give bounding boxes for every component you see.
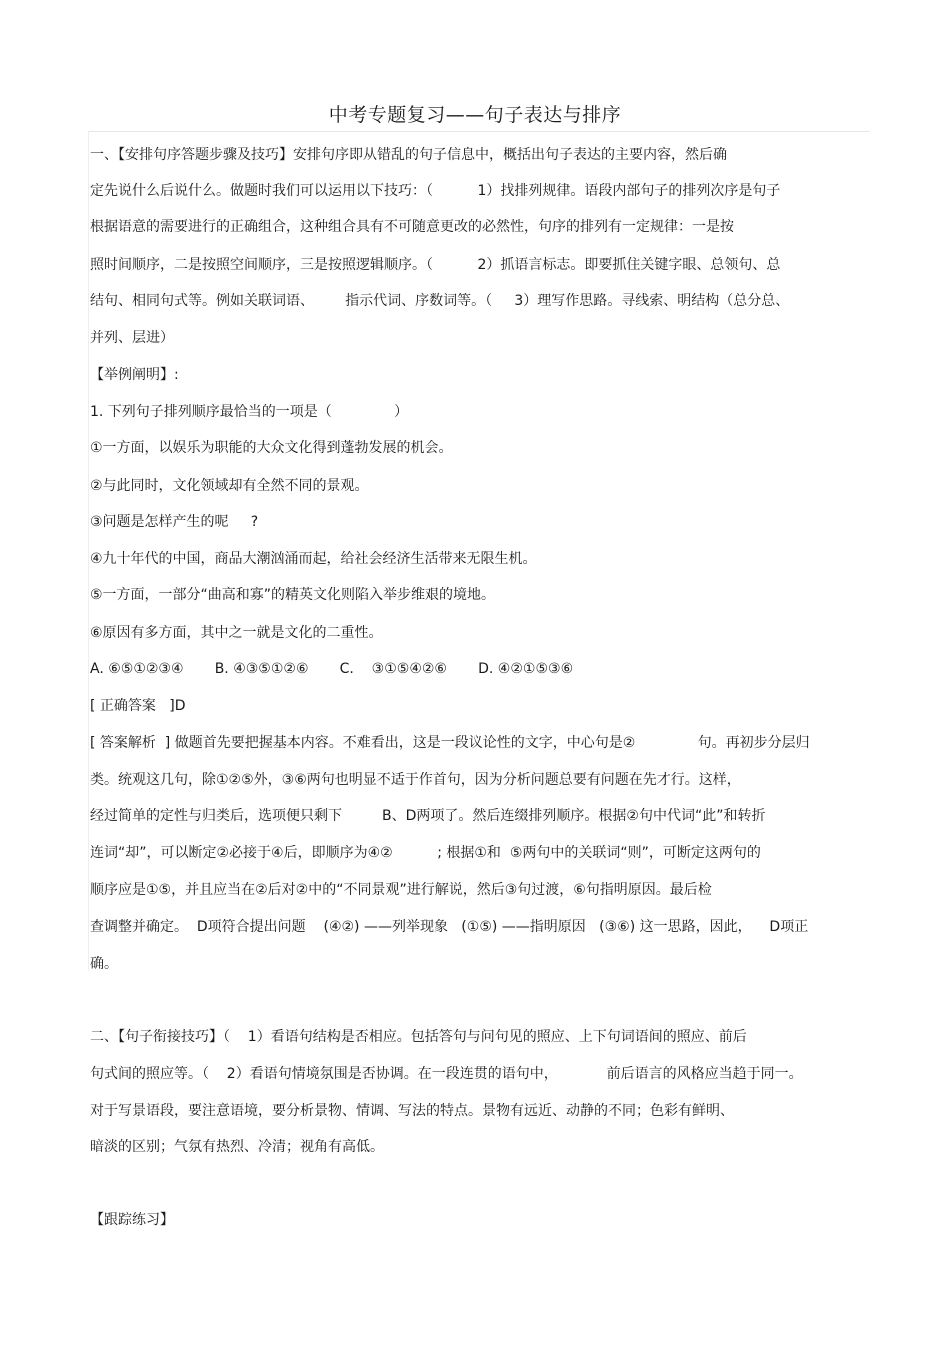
sentence-item: ⑥原因有多方面，其中之一就是文化的二重性。 <box>90 625 383 641</box>
section1-line: 根据语意的需要进行的正确组合，这种组合具有不可随意更改的必然性，句序的排列有一定规律：一是按 <box>90 219 734 235</box>
section2-line: 暗淡的区别；气氛有热烈、冷清；视角有高低。 <box>90 1139 384 1155</box>
section2-line: 二、【句子衔接技巧】（ 1）看语句结构是否相应。包括答句与问句见的照应、上下句词语间的照应、前后 <box>90 1029 747 1045</box>
section2-line: 句式间的照应等。（ 2）看语句情境氛围是否协调。在一段连贯的语句中， 前后语言的风格应当趋于同一。 <box>90 1066 803 1082</box>
analysis-line: 连词“却”，可以断定②必接于④后，即顺序为④② ; 根据①和 ⑤两句中的关联词“则”，可断定这两句的 <box>90 845 761 861</box>
section1-line: 照时间顺序，二是按照空间顺序，三是按照逻辑顺序。（ 2）抓语言标志。即要抓住关键字眼、总领句、总 <box>90 257 781 273</box>
section1-line: 定先说什么后说什么。做题时我们可以运用以下技巧：（ 1）找排列规律。语段内部句子的排列次序是句子 <box>90 183 781 199</box>
example-heading: 【举例阐明】: <box>90 367 179 383</box>
section1-line: 一、【安排句序答题步骤及技巧】安排句序即从错乱的句子信息中，概括出句子表达的主要内容，然后确 <box>90 147 727 163</box>
analysis-line: 类。统观这几句，除①②⑤外，③⑥两句也明显不适于作首句，因为分析问题总要有问题在先才行。这样， <box>90 772 741 788</box>
sentence-item: ⑤一方面，一部分“曲高和寡”的精英文化则陷入举步维艰的境地。 <box>90 587 496 603</box>
sentence-item: ②与此同时，文化领域却有全然不同的景观。 <box>90 478 369 494</box>
sentence-item: ③问题是怎样产生的呢 ? <box>90 514 259 530</box>
margin-divider <box>88 131 89 971</box>
page-title: 中考专题复习——句子表达与排序 <box>328 104 622 126</box>
analysis-line: 确。 <box>90 956 118 972</box>
analysis-line: 顺序应是①⑤，并且应当在②后对②中的“不同景观”进行解说，然后③句过渡，⑥句指明原因。最后检 <box>90 882 712 898</box>
analysis-line: 经过简单的定性与归类后，选项便只剩下 B、D两项了。然后连缀排列顺序。根据②句中代词“此”和转折 <box>90 808 766 824</box>
correct-answer: [ 正确答案 ]D <box>90 698 186 714</box>
analysis-line: 查调整并确定。 D项符合提出问题 (④②) ——列举现象 (①⑤) ——指明原因 (③⑥) 这一思路，因此， D项正 <box>90 919 809 935</box>
sentence-item: ①一方面，以娱乐为职能的大众文化得到蓬勃发展的机会。 <box>90 440 453 456</box>
section2-line: 对于写景语段，要注意语境，要分析景物、情调、写法的特点。景物有远近、动静的不同；色彩有鲜明、 <box>90 1103 734 1119</box>
analysis-line: [ 答案解析 ] 做题首先要把握基本内容。不难看出，这是一段议论性的文字，中心句是② 句。再初步分层归 <box>90 735 810 751</box>
section1-line: 并列、层进） <box>90 330 174 346</box>
example-question: 1. 下列句子排列顺序最恰当的一项是（ ） <box>90 404 409 420</box>
answer-options: A. ⑥⑤①②③④ B. ④③⑤①②⑥ C. ③①⑤④②⑥ D. ④②①⑤③⑥ <box>90 661 574 677</box>
header-divider <box>88 131 870 132</box>
sentence-item: ④九十年代的中国，商品大潮汹涌而起，给社会经济生活带来无限生机。 <box>90 551 537 567</box>
practice-heading: 【跟踪练习】 <box>90 1212 174 1228</box>
section1-line: 结句、相同句式等。例如关联词语、 指示代词、序数词等。（ 3）理写作思路。寻线索、明结构（总分总、 <box>90 293 790 309</box>
